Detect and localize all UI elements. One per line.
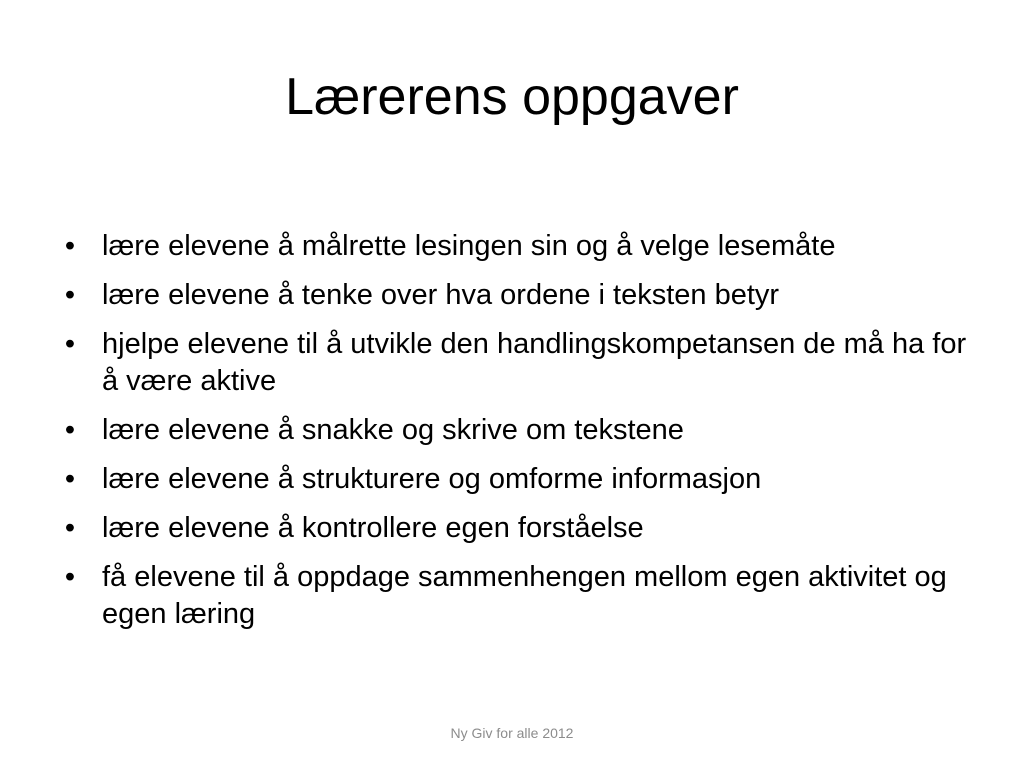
bullet-icon: •	[64, 230, 76, 262]
list-item	[56, 461, 976, 498]
bullet-icon: •	[64, 463, 76, 495]
list-item-text: lære elevene å tenke over hva ordene i teksten betyr	[102, 279, 780, 311]
list-item	[56, 412, 976, 449]
list-item	[56, 559, 976, 633]
bullet-icon: •	[64, 414, 76, 446]
bullet-icon: •	[64, 512, 76, 544]
list-item-text: hjelpe elevene til å utvikle den handlingskompetansen de må ha for å være aktive	[102, 328, 967, 397]
bullet-icon: •	[64, 328, 76, 360]
list-item-text: lære elevene å snakke og skrive om tekstene	[102, 414, 684, 446]
list-item	[56, 228, 976, 265]
bullet-icon: •	[64, 279, 76, 311]
bullet-icon: •	[64, 561, 76, 593]
list-item-text: lære elevene å kontrollere egen forståelse	[102, 512, 644, 544]
slide-footer: Ny Giv for alle 2012	[450, 725, 574, 741]
list-item	[56, 510, 976, 547]
bullet-list	[56, 228, 976, 645]
list-item-text: få elevene til å oppdage sammenhengen mellom egen aktivitet og egen læring	[102, 561, 947, 630]
list-item	[56, 277, 976, 314]
slide-title: Lærerens oppgaver	[285, 68, 739, 126]
list-item-text: lære elevene å strukturere og omforme informasjon	[102, 463, 762, 495]
list-item	[56, 326, 976, 400]
list-item-text: lære elevene å målrette lesingen sin og å velge lesemåte	[102, 230, 836, 262]
